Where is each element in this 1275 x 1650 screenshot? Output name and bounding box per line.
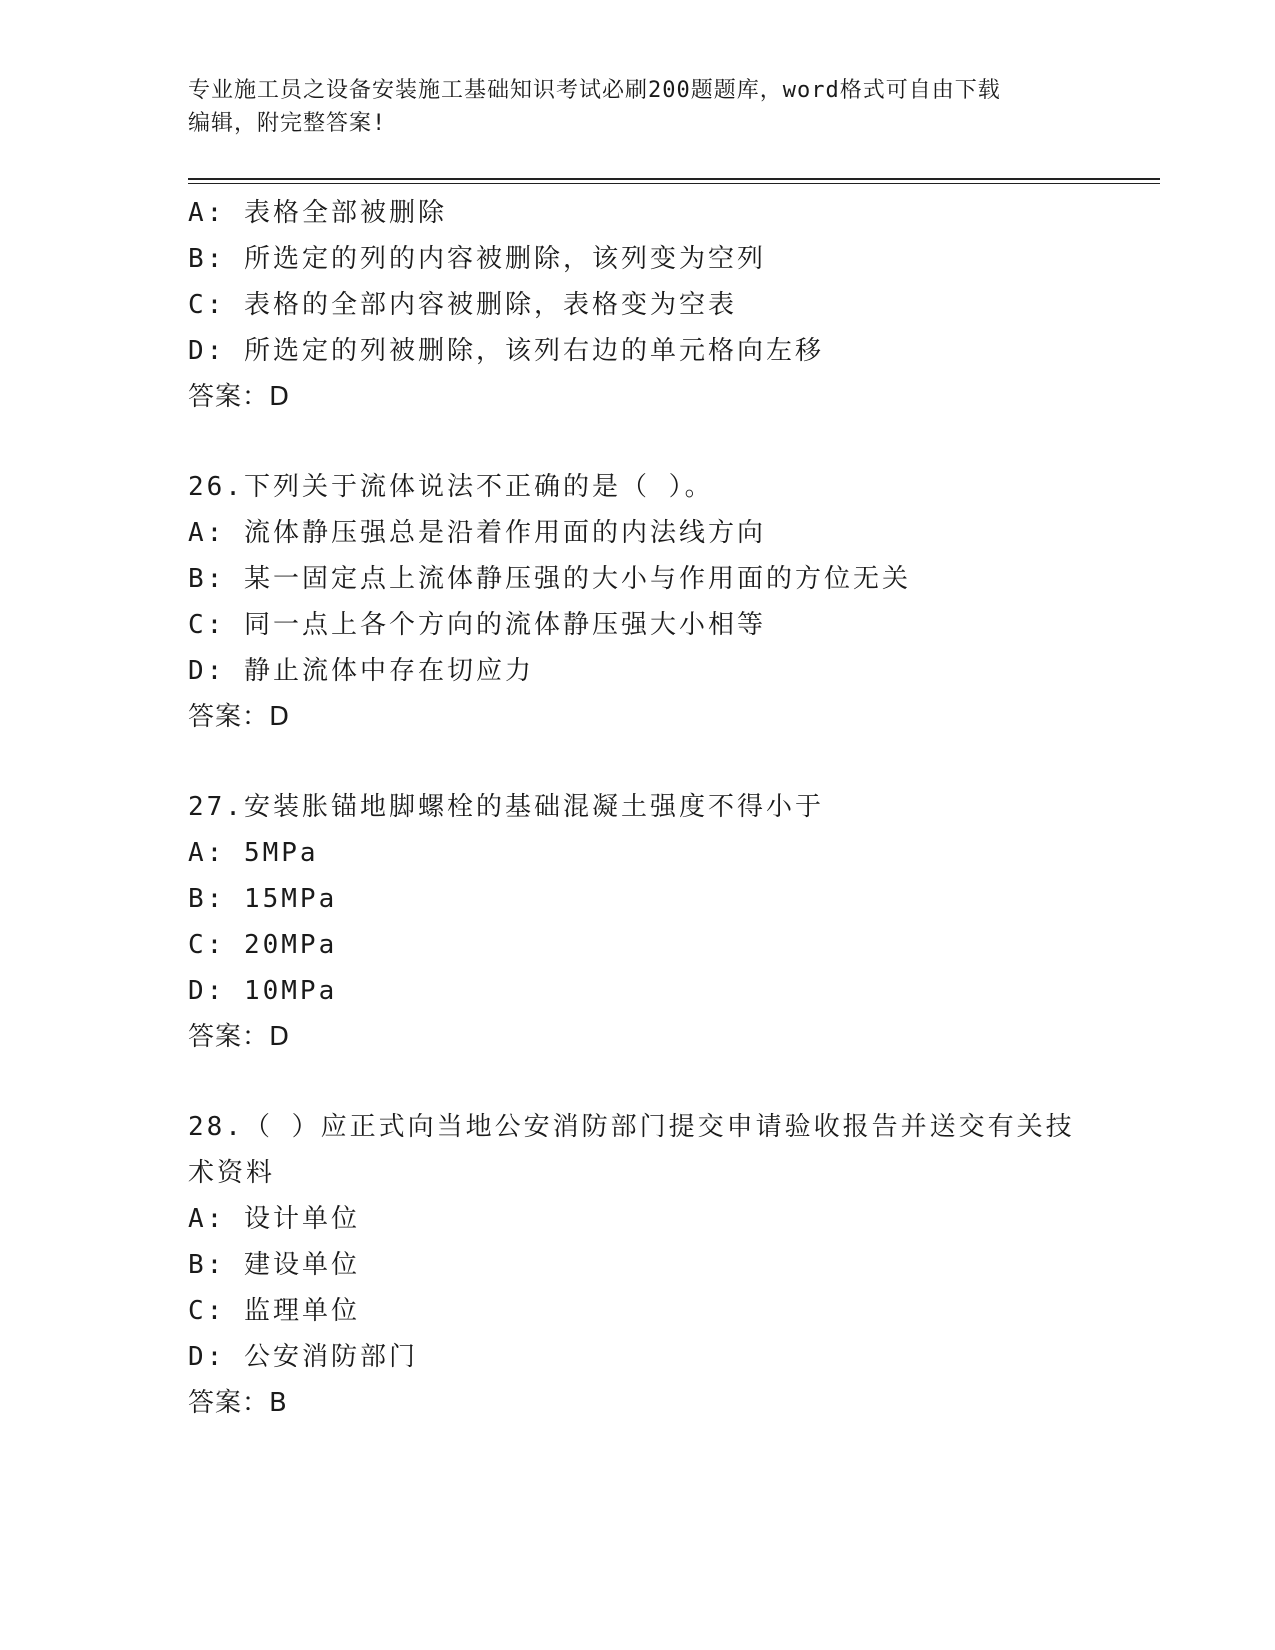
- option-a: A: 5MPa: [188, 838, 319, 868]
- header-rule-thick: [188, 178, 1160, 180]
- answer: 答案：B: [188, 1388, 288, 1418]
- answer: 答案：D: [188, 1022, 291, 1052]
- question-stem: 27.安装胀锚地脚螺栓的基础混凝土强度不得小于: [188, 792, 824, 822]
- option-b: B: 建设单位: [188, 1250, 360, 1280]
- spacer: [188, 1060, 1088, 1104]
- question-27: [188, 784, 1088, 1060]
- option-b: B: 某一固定点上流体静压强的大小与作用面的方位无关: [188, 564, 911, 594]
- option-c: C: 表格的全部内容被删除，表格变为空表: [188, 290, 737, 320]
- question-list: [188, 190, 1088, 1426]
- option-a: A: 表格全部被删除: [188, 198, 447, 228]
- option-a: A: 流体静压强总是沿着作用面的内法线方向: [188, 518, 766, 548]
- option-b: B: 15MPa: [188, 884, 338, 914]
- option-c: C: 同一点上各个方向的流体静压强大小相等: [188, 610, 766, 640]
- option-c: C: 20MPa: [188, 930, 338, 960]
- answer: 答案：D: [188, 382, 291, 412]
- header-rule-thin: [188, 183, 1160, 184]
- option-d: D: 所选定的列被删除，该列右边的单元格向左移: [188, 336, 824, 366]
- spacer: [188, 740, 1088, 784]
- question-25: [188, 190, 1088, 420]
- header-line-2: 编辑，附完整答案!: [188, 111, 387, 136]
- option-b: B: 所选定的列的内容被删除，该列变为空列: [188, 244, 766, 274]
- option-d: D: 公安消防部门: [188, 1342, 418, 1372]
- document-header: [188, 74, 1068, 140]
- spacer: [188, 420, 1088, 464]
- option-a: A: 设计单位: [188, 1204, 360, 1234]
- question-stem-line-2: 术资料: [188, 1158, 276, 1188]
- question-stem: 26.下列关于流体说法不正确的是（ ）。: [188, 472, 714, 502]
- question-26: [188, 464, 1088, 740]
- option-d: D: 10MPa: [188, 976, 338, 1006]
- question-28: [188, 1104, 1088, 1426]
- option-c: C: 监理单位: [188, 1296, 360, 1326]
- question-stem-line-1: 28.（ ）应正式向当地公安消防部门提交申请验收报告并送交有关技: [188, 1112, 1075, 1142]
- option-d: D: 静止流体中存在切应力: [188, 656, 534, 686]
- answer: 答案：D: [188, 702, 291, 732]
- header-line-1: 专业施工员之设备安装施工基础知识考试必刷200题题库，word格式可自由下载: [188, 78, 1001, 103]
